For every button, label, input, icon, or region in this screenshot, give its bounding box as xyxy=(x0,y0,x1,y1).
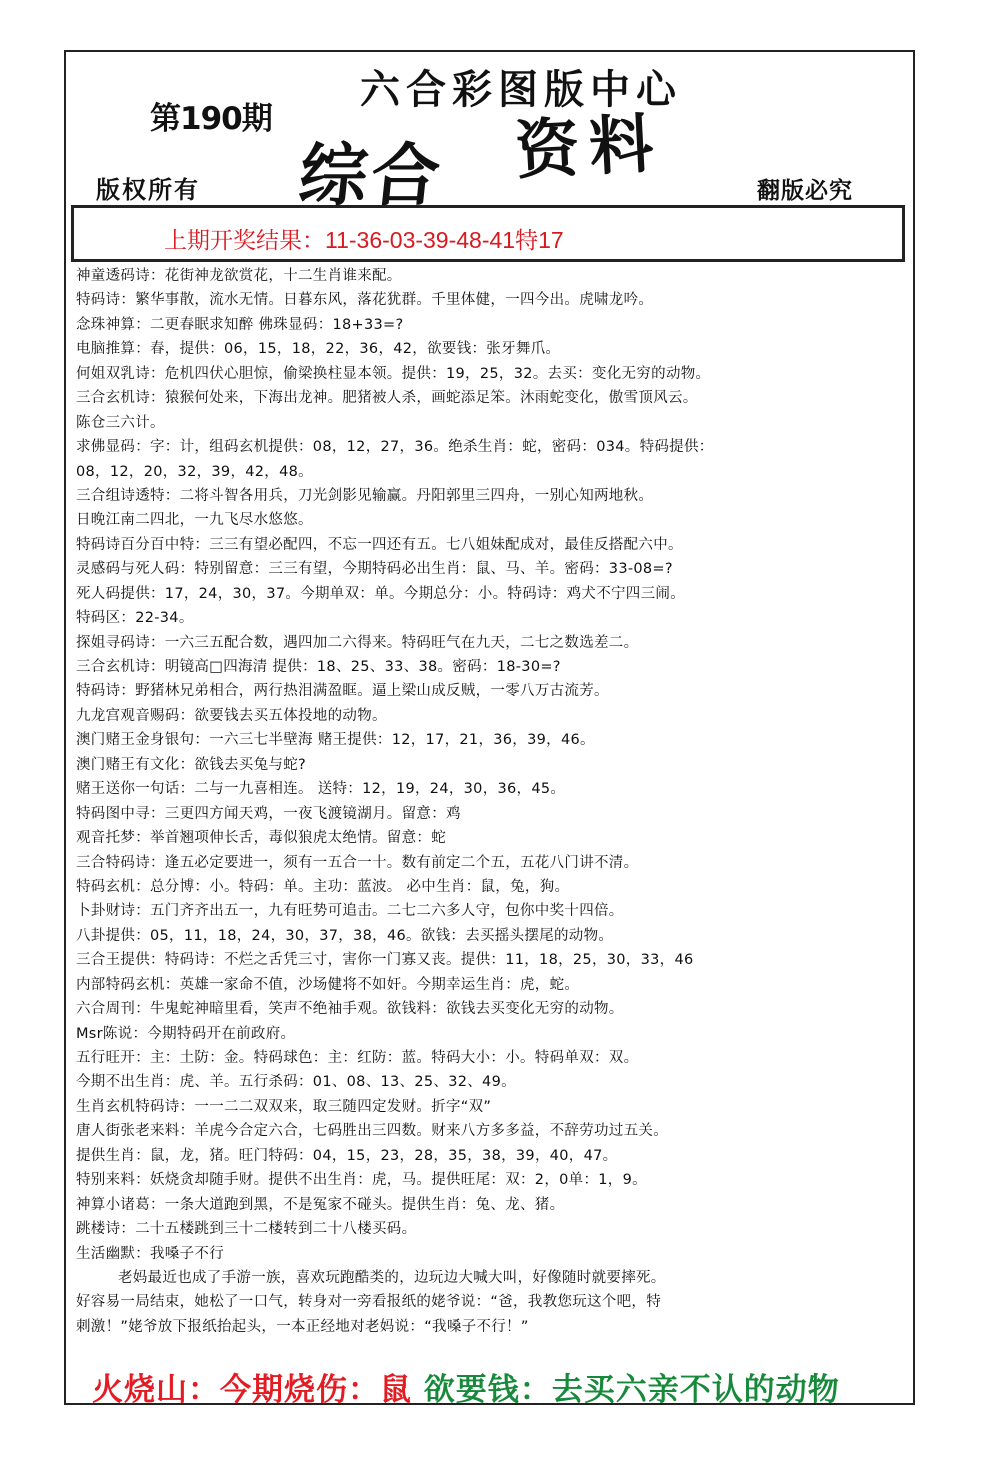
copyright-left: 版权所有 xyxy=(96,176,200,204)
center-title: 六合彩图版中心 xyxy=(360,66,682,113)
content-line: 八卦提供：05，11，18，24，30，37，38，46。欲钱：去买摇头摆尾的动物。 xyxy=(76,927,614,944)
content-line: 08，12，20，32，39，42，48。 xyxy=(76,463,313,480)
content-line: 卜卦财诗：五门齐齐出五一，九有旺势可追击。二七二六多人守，包你中奖十四倍。 xyxy=(76,903,624,920)
content-line: 跳楼诗：二十五楼跳到三十二楼转到二十八楼买码。 xyxy=(76,1221,417,1238)
content-line: 特码图中寻：三更四方闻天鸡，一夜飞渡镜湖月。留意：鸡 xyxy=(76,805,461,822)
content-lines xyxy=(76,264,904,1339)
content-line: 赌王送你一句话：二与一九喜相连。 送特：12，19，24，30，36，45。 xyxy=(76,781,566,798)
content-line: 特别来料：妖烧贪却随手财。提供不出生肖：虎，马。提供旺尾：双：2，0单：1，9。 xyxy=(76,1172,647,1189)
content-line: 刺激！”姥爷放下报纸抬起头，一本正经地对老妈说：“我嗓子不行！” xyxy=(76,1318,529,1335)
content-line: 澳门赌王有文化：欲钱去买兔与蛇? xyxy=(76,756,306,773)
content-line: 九龙宫观音赐码：欲要钱去买五体投地的动物。 xyxy=(76,707,387,724)
footer-part-green: 欲要钱：去买六亲不认的动物 xyxy=(412,1372,840,1408)
content-line: 生肖玄机特码诗：一一二二双双来，取三随四定发财。折字“双” xyxy=(76,1098,492,1115)
content-line: 三合特码诗：逢五必定要进一，须有一五合一十。数有前定二个五，五花八门讲不清。 xyxy=(76,854,639,871)
last-result-box xyxy=(71,205,905,262)
content-line: 神童透码诗：花街神龙欲赏花，十二生肖谁来配。 xyxy=(76,268,402,284)
big-title-zonghe: 综合 xyxy=(295,136,448,216)
content-line: 内部特码玄机：英雄一家命不值，沙场健将不如奸。今期幸运生肖：虎，蛇。 xyxy=(76,976,580,993)
content-line: 探姐寻码诗：一六三五配合数，遇四加二六得来。特码旺气在九天，二七之数选差二。 xyxy=(76,634,639,651)
content-line: 神算小诸葛：一条大道跑到黑，不是冤家不碰头。提供生肖：兔、龙、猪。 xyxy=(76,1196,565,1213)
content-line: 电脑推算：春，提供：06，15，18，22，36，42，欲要钱：张牙舞爪。 xyxy=(76,341,561,358)
content-line: 灵感码与死人码：特别留意：三三有望，今期特码必出生肖：鼠、马、羊。密码：33-08=? xyxy=(76,561,673,578)
content-line: 三合王提供：特码诗：不烂之舌凭三寸，害你一门寡又丧。提供：11，18，25，30，33，46 xyxy=(76,952,694,969)
content-line: 五行旺开：主：土防：金。特码球色：主：红防：蓝。特码大小：小。特码单双：双。 xyxy=(76,1050,639,1066)
last-result-text: 上期开奖结果：11-36-03-39-48-41特17 xyxy=(164,227,564,253)
footer-banner xyxy=(92,1364,840,1409)
content-line: 三合组诗透特：二将斗智各用兵，刀光剑影见输赢。丹阳郭里三四舟，一别心知两地秋。 xyxy=(76,487,654,504)
content-line: Msr陈说：今期特码开在前政府。 xyxy=(76,1025,296,1042)
content-line: 特码玄机：总分博：小。特码：单。主功：蓝波。 必中生肖：鼠，兔，狗。 xyxy=(76,878,570,895)
content-line: 特码诗：繁华事散，流水无情。日暮东风，落花犹群。千里体健，一四今出。虎啸龙吟。 xyxy=(76,292,654,309)
content-line: 特码诗：野猪林兄弟相合，两行热泪满盈眶。逼上梁山成反贼，一零八万古流芳。 xyxy=(76,683,609,700)
content-line: 三合玄机诗：猿猴何处来，下海出龙神。肥猪被人杀，画蛇添足笨。沐雨蛇变化，傲雪顶风云。 xyxy=(76,390,698,407)
content-line: 何姐双乳诗：危机四伏心胆惊，偷梁换柱显本领。提供：19，25，32。去买：变化无穷的动物。 xyxy=(76,365,711,382)
issue-number: 第190期 xyxy=(150,101,272,137)
content-line: 三合玄机诗：明镜高□四海清 提供：18、25、33、38。密码：18-30=? xyxy=(76,659,561,675)
footer-part-red: 火烧山：今期烧伤：鼠 xyxy=(92,1372,412,1408)
content-line: 观音托梦：举首翘项伸长舌，毒似狼虎太绝情。留意：蛇 xyxy=(76,830,446,847)
content-line: 老妈最近也成了手游一族，喜欢玩跑酷类的，边玩边大喊大叫，好像随时就要摔死。 xyxy=(118,1269,666,1286)
content-line: 特码区：22-34。 xyxy=(76,610,194,627)
content-line: 澳门赌王金身银句：一六三七半壁海 赌王提供：12，17，21，36，39，46。 xyxy=(76,732,595,749)
content-line: 死人码提供：17，24，30，37。今期单双：单。今期总分：小。特码诗：鸡犬不宁四三闹。 xyxy=(76,585,685,602)
content-line: 好容易一局结束，她松了一口气，转身对一旁看报纸的姥爷说：“爸，我教您玩这个吧，特 xyxy=(76,1294,662,1311)
content-line: 特码诗百分百中特：三三有望必配四，不忘一四还有五。七八姐妹配成对，最佳反搭配六中。 xyxy=(76,536,683,553)
content-line: 提供生肖：鼠，龙，猪。旺门特码：04，15，23，28，35，38，39，40，47。 xyxy=(76,1147,618,1164)
content-line: 求佛显码：字：计，组码玄机提供：08，12，27，36。绝杀生肖：蛇，密码：034。特码提供： xyxy=(76,439,714,456)
content-line: 今期不出生肖：虎、羊。五行杀码：01、08、13、25、32、49。 xyxy=(76,1074,516,1091)
content-line: 唐人街张老来料：羊虎今合定六合，七码胜出三四数。财来八方多多益，不辞劳功过五关。 xyxy=(76,1123,668,1140)
copyright-right: 翻版必究 xyxy=(757,178,853,204)
content-line: 六合周刊：牛鬼蛇神暗里看，笑声不绝袖手观。欲钱料：欲钱去买变化无穷的动物。 xyxy=(76,1001,624,1018)
content-line: 日晚江南二四北，一九飞尽水悠悠。 xyxy=(76,512,313,529)
content-line: 生活幽默：我嗓子不行 xyxy=(76,1245,224,1262)
content-line: 陈仓三六计。 xyxy=(76,414,165,431)
big-title-ziliao: 资料 xyxy=(513,106,666,189)
content-line: 念珠神算：二更春眠求知醉 佛珠显码：18+33=? xyxy=(76,316,404,333)
